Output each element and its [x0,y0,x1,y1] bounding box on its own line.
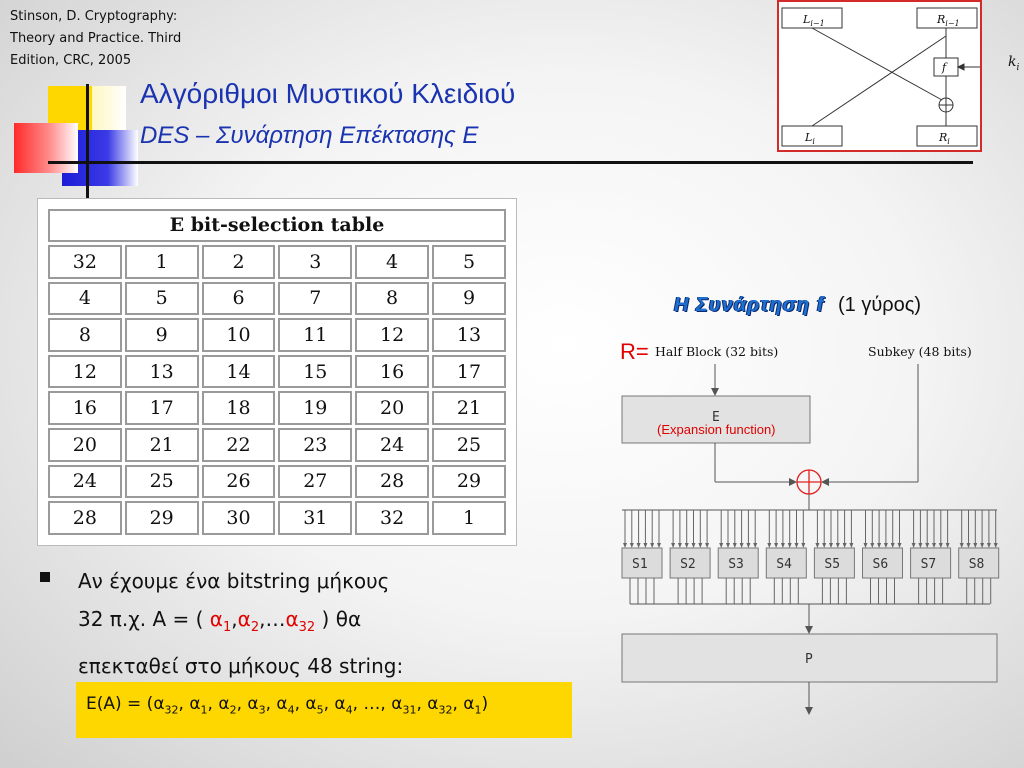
e-table-cell: 25 [432,428,506,462]
e-table-cell: 1 [125,245,199,279]
sbox-output-bus [630,578,991,616]
f-label: f [942,61,947,74]
feistel-round-diagram [777,0,982,152]
r-prev-label: $R_{i-1}$ [937,13,960,28]
e-table-cell: 12 [48,355,122,389]
e-table-cell: 13 [432,318,506,352]
e-table-cell: 29 [125,501,199,535]
e-table-cell: 23 [278,428,352,462]
title-divider [48,161,973,164]
e-table-cell: 27 [278,465,352,499]
e-table-row [48,501,506,535]
sbox-label: S2 [680,557,696,572]
sbox-label: S3 [728,557,744,572]
e-table-cell: 26 [202,465,276,499]
logo-white-square [92,86,126,130]
sbox-label: S1 [632,557,648,572]
e-table-cell: 9 [125,318,199,352]
e-table-cell: 30 [202,501,276,535]
e-table-cell: 10 [202,318,276,352]
expansion-function-label: (Expansion function) [657,422,776,437]
citation [10,6,230,72]
citation-line-2: Theory and Practice. Third [10,31,182,46]
e-table-row [48,245,506,279]
e-table-row [48,282,506,316]
e-table-row [48,355,506,389]
round-key-label: $k_i$ [1008,54,1020,73]
e-table-cell: 19 [278,391,352,425]
e-table-cell: 9 [432,282,506,316]
e-table-body [48,245,506,535]
bullet-line-3: επεκταθεί στο μήκους 48 string: [78,654,404,678]
e-table-row [48,391,506,425]
sbox-label: S5 [824,557,841,572]
bullet-square-icon [40,572,50,582]
bullet-line-1: Αν έχουμε ένα bitstring μήκους [78,569,390,593]
e-table-cell: 24 [355,428,429,462]
e-table-cell: 31 [278,501,352,535]
e-table-cell: 15 [278,355,352,389]
e-table-cell: 16 [48,391,122,425]
e-table-cell: 12 [355,318,429,352]
e-table-cell: 11 [278,318,352,352]
sbox-label: S7 [920,557,937,572]
e-table-cell: 21 [125,428,199,462]
f-function-diagram [600,330,1010,725]
e-table-cell: 29 [432,465,506,499]
e-bit-selection-table [37,198,517,546]
sbox-row [622,548,999,578]
feistel-svg [779,2,980,150]
e-table-cell: 28 [48,501,122,535]
r-equals-label: R= [620,339,649,364]
xor-icon [797,470,821,494]
e-table-row [48,465,506,499]
e-table-cell: 28 [355,465,429,499]
e-table-cell: 4 [355,245,429,279]
r-next-label: $R_i$ [939,131,950,146]
e-table-cell: 5 [432,245,506,279]
slide-subtitle: DES – Συνάρτηση Επέκτασης E [140,122,479,149]
e-table-header: E bit-selection table [48,209,506,242]
citation-line-1: Stinson, D. Cryptography: [10,9,178,24]
sbox-label: S4 [776,557,792,572]
e-table [45,206,509,538]
e-table-cell: 3 [278,245,352,279]
e-table-row [48,318,506,352]
e-table-cell: 8 [355,282,429,316]
slide-title: Αλγόριθμοι Μυστικού Κλειδιού [140,78,516,109]
e-table-cell: 16 [355,355,429,389]
expansion-formula: $E(A) = (\alpha_{32}$, $\alpha_1$, $\alpha_2$, $\alpha_3$, $\alpha_4$, $\alpha_5$, $\alpha_4$, …, $\alpha_{31}$, $\alpha_{32}$, $\alpha_1$) [86,694,489,717]
e-table-cell: 21 [432,391,506,425]
xor-output-bus [622,510,998,548]
round-label: (1 γύρος) [838,294,922,316]
e-table-cell: 8 [48,318,122,352]
e-table-cell: 32 [355,501,429,535]
e-table-cell: 4 [48,282,122,316]
e-table-cell: 6 [202,282,276,316]
sbox-label: S6 [872,557,889,572]
e-table-cell: 17 [432,355,506,389]
logo-vertical-line [86,84,89,199]
bullet-line-2: 32 π.χ. A = ( $\alpha_1,\alpha_2,\dots\alpha_{32}$ ) θα [78,607,362,635]
l-next-label: $L_i$ [805,131,815,146]
e-table-cell: 2 [202,245,276,279]
e-table-cell: 20 [48,428,122,462]
e-table-cell: 24 [48,465,122,499]
e-table-cell: 25 [125,465,199,499]
logo-red-square [14,123,78,173]
l-prev-label: $L_{i-1}$ [803,13,825,28]
e-table-cell: 32 [48,245,122,279]
e-table-cell: 17 [125,391,199,425]
sbox-label: S8 [968,557,985,572]
citation-line-3: Edition, CRC, 2005 [10,53,132,68]
expansion-e-label: E [712,410,720,425]
e-table-cell: 13 [125,355,199,389]
e-table-cell: 7 [278,282,352,316]
permutation-p-label: P [805,652,813,667]
f-function-heading: Η Συνάρτηση f [674,294,825,316]
half-block-label: Half Block (32 bits) [655,344,779,359]
e-table-cell: 14 [202,355,276,389]
e-table-cell: 20 [355,391,429,425]
e-table-cell: 18 [202,391,276,425]
subkey-label: Subkey (48 bits) [868,344,972,359]
e-table-row [48,428,506,462]
e-table-cell: 22 [202,428,276,462]
e-table-cell: 5 [125,282,199,316]
bullet-paragraph [78,562,518,685]
e-table-cell: 1 [432,501,506,535]
